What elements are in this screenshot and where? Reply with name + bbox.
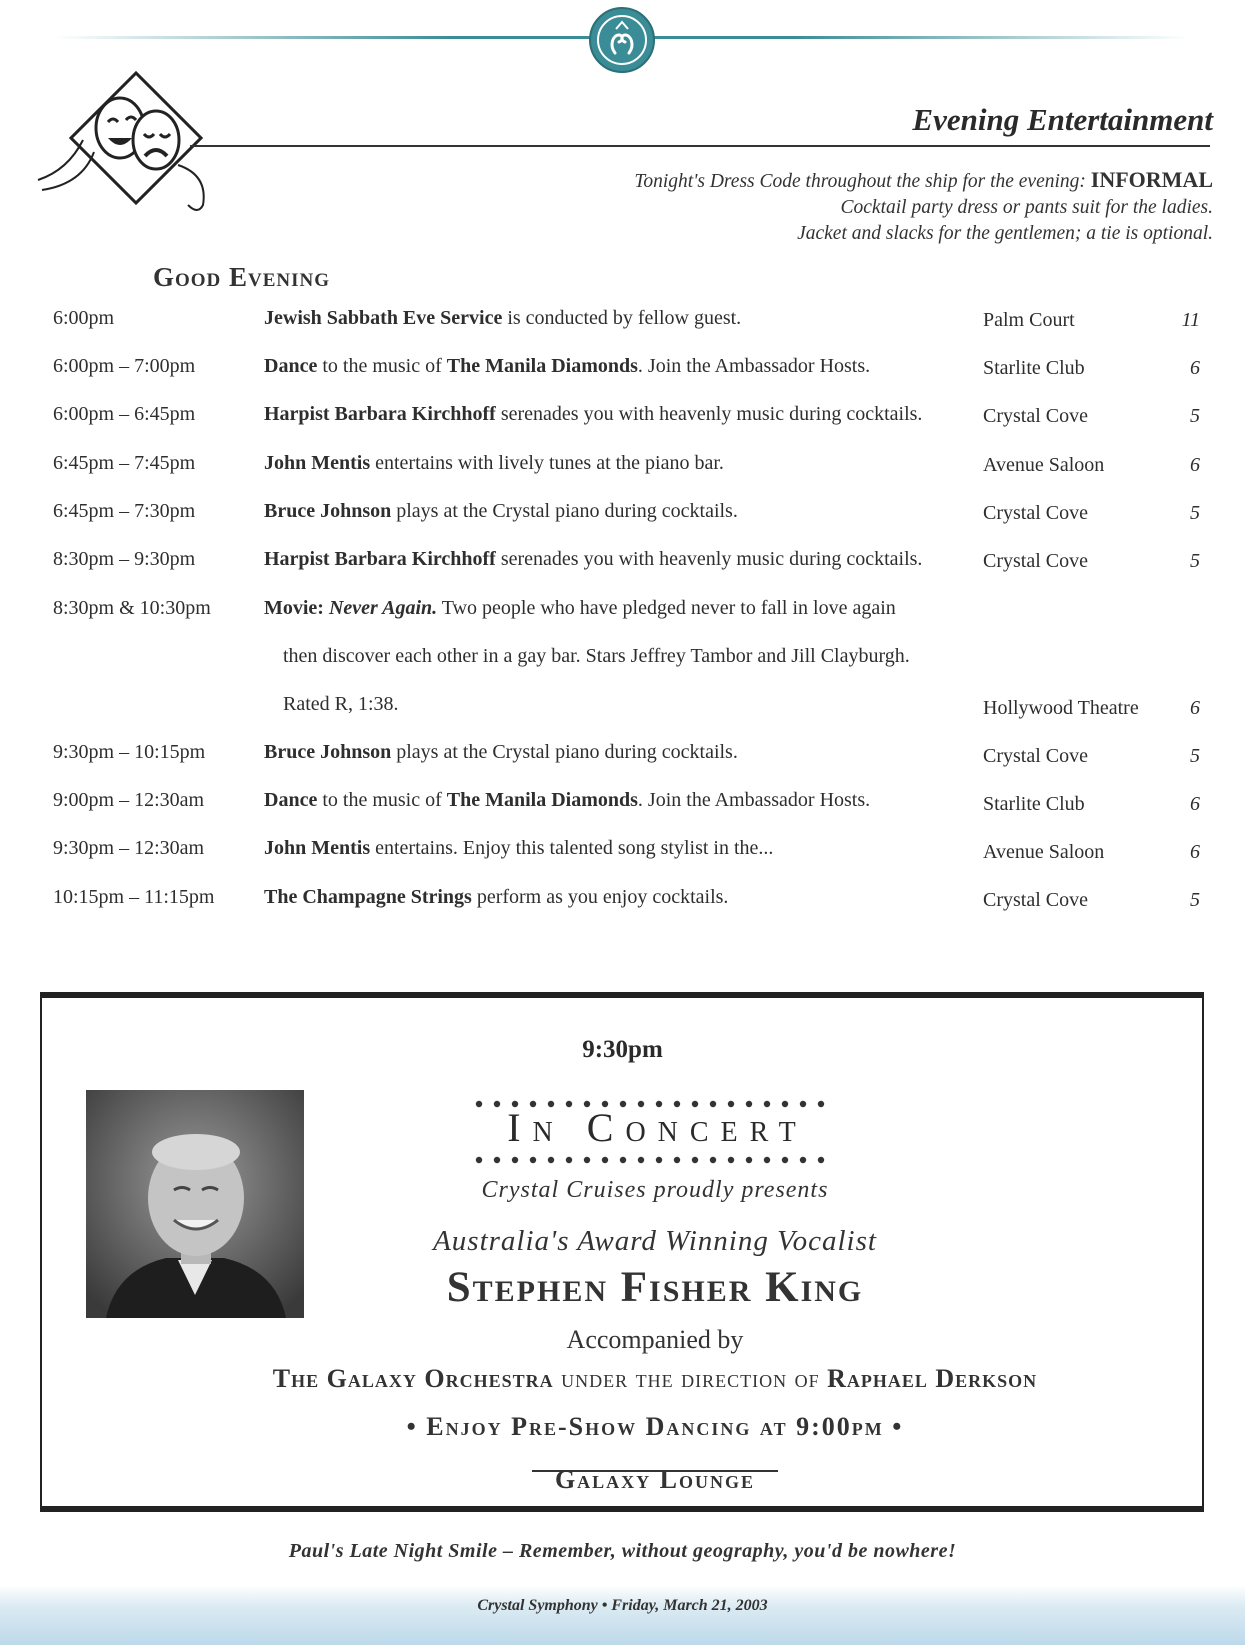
performer-name: Harpist Barbara Kirchhoff [264,548,496,570]
orchestra-line [0,1364,1245,1394]
schedule-time: 6:00pm – 7:00pm [53,355,196,377]
schedule-time: 9:30pm – 10:15pm [53,741,206,763]
concert-venue: Galaxy Lounge [554,1465,756,1494]
dress-code-intro: Tonight's Dress Code throughout the ship for the evening: [634,171,1086,192]
event-description: entertains with lively tunes at the piano bar. [370,452,724,474]
dress-code-gentlemen: Jacket and slacks for the gentlemen; a tie is optional. [797,223,1213,244]
concert-heading: In Concert [507,1105,808,1150]
schedule-event [264,886,728,909]
footer-text: Crystal Symphony • Friday, March 21, 2003 [477,1597,768,1614]
schedule-venue: Starlite Club [983,793,1085,815]
dotted-divider [475,1152,835,1162]
schedule-venue: Crystal Cove [983,405,1088,427]
schedule-event [264,741,738,764]
schedule-deck: 11 [1181,309,1200,331]
schedule-venue: Crystal Cove [983,889,1088,911]
dress-code-level: INFORMAL [1090,167,1213,192]
movie-rating: Rated R, 1:38. [283,693,399,715]
schedule-event [264,452,724,475]
performer-name: Jewish Sabbath Eve Service [264,307,503,329]
schedule-event [264,355,870,378]
director-name: Raphael Derkson [827,1364,1038,1393]
theatre-masks-icon [28,70,228,230]
event-description: is conducted by fellow guest. [502,307,742,329]
schedule-deck: 6 [1190,793,1200,815]
orchestra-name: The Galaxy Orchestra [272,1364,554,1393]
schedule-venue: Hollywood Theatre [983,697,1139,719]
schedule-deck: 5 [1190,550,1200,572]
schedule-venue: Crystal Cove [983,502,1088,524]
schedule-deck: 5 [1190,502,1200,524]
schedule-venue: Avenue Saloon [983,454,1105,476]
event-description: Two people who have pledged never to fall in love again [437,597,896,619]
late-night-smile: Paul's Late Night Smile – Remember, without geography, you'd be nowhere! [288,1540,957,1562]
accompanied-by: Accompanied by [566,1325,744,1354]
performer-name: The Manila Diamonds [446,789,638,811]
schedule-deck: 5 [1190,745,1200,767]
schedule-venue: Starlite Club [983,357,1085,379]
performer-name: The Champagne Strings [264,886,472,908]
event-description: . Join the Ambassador Hosts. [637,789,871,811]
performer-name: Bruce Johnson [264,741,392,763]
performer-name: The Manila Diamonds [446,355,638,377]
performer-name: Bruce Johnson [264,500,392,522]
schedule-time: 6:45pm – 7:45pm [53,452,196,474]
event-description: serenades you with heavenly music during cocktails. [495,548,923,570]
schedule-venue: Palm Court [983,309,1075,331]
event-connector: to the music of [317,355,447,377]
footer-band [0,1585,1245,1645]
section-title: Evening Entertainment [912,102,1213,137]
event-description: serenades you with heavenly music during cocktails. [495,403,923,425]
movie-title: Never Again. [328,597,438,619]
schedule-time: 9:30pm – 12:30am [53,837,205,859]
schedule-deck: 6 [1190,454,1200,476]
schedule-deck: 6 [1190,697,1200,719]
schedule-deck: 5 [1190,405,1200,427]
event-activity: Dance [264,355,318,377]
concert-performer: Stephen Fisher King [446,1264,864,1311]
concert-presenter: Crystal Cruises proudly presents [481,1177,829,1203]
preshow-dancing: • Enjoy Pre-Show Dancing at 9:00pm • [406,1412,904,1441]
seahorse-emblem-icon [589,7,655,73]
performer-name: John Mentis [264,837,371,859]
dress-code [634,167,1213,247]
schedule-time: 6:00pm [53,307,115,329]
schedule-deck: 6 [1190,841,1200,863]
schedule-time: 6:45pm – 7:30pm [53,500,196,522]
greeting-heading: Good Evening [153,262,331,292]
event-description: plays at the Crystal piano during cocktails. [391,500,738,522]
event-connector: to the music of [317,789,447,811]
schedule-deck: 5 [1190,889,1200,911]
concert-time: 9:30pm [582,1036,663,1063]
schedule-event [264,789,870,812]
direction-text: under the direction of [553,1364,828,1393]
performer-name: Harpist Barbara Kirchhoff [264,403,496,425]
performer-name: John Mentis [264,452,371,474]
schedule-deck: 6 [1190,357,1200,379]
schedule-event [264,837,773,860]
event-activity: Dance [264,789,318,811]
event-description: . Join the Ambassador Hosts. [637,355,871,377]
schedule-event [264,548,922,571]
event-description: perform as you enjoy cocktails. [471,886,729,908]
dress-code-ladies: Cocktail party dress or pants suit for the ladies. [840,197,1213,218]
event-description: plays at the Crystal piano during cocktails. [391,741,738,763]
schedule-event [264,500,738,523]
title-rule [190,145,1210,147]
schedule-time: 10:15pm – 11:15pm [53,886,215,908]
schedule-time: 8:30pm & 10:30pm [53,597,211,619]
schedule-time: 9:00pm – 12:30am [53,789,205,811]
schedule-time: 6:00pm – 6:45pm [53,403,196,425]
schedule-time: 8:30pm – 9:30pm [53,548,196,570]
event-category: Movie: [264,597,324,619]
event-description: entertains. Enjoy this talented song stylist in the... [370,837,774,859]
event-description-line2: then discover each other in a gay bar. Stars Jeffrey Tambor and Jill Clayburgh. [283,645,910,667]
schedule-event [264,597,896,620]
schedule-venue: Crystal Cove [983,550,1088,572]
schedule-event [264,307,741,330]
schedule-venue: Crystal Cove [983,745,1088,767]
concert-tagline: Australia's Award Winning Vocalist [433,1225,877,1257]
schedule-event [264,403,922,426]
schedule-venue: Avenue Saloon [983,841,1105,863]
